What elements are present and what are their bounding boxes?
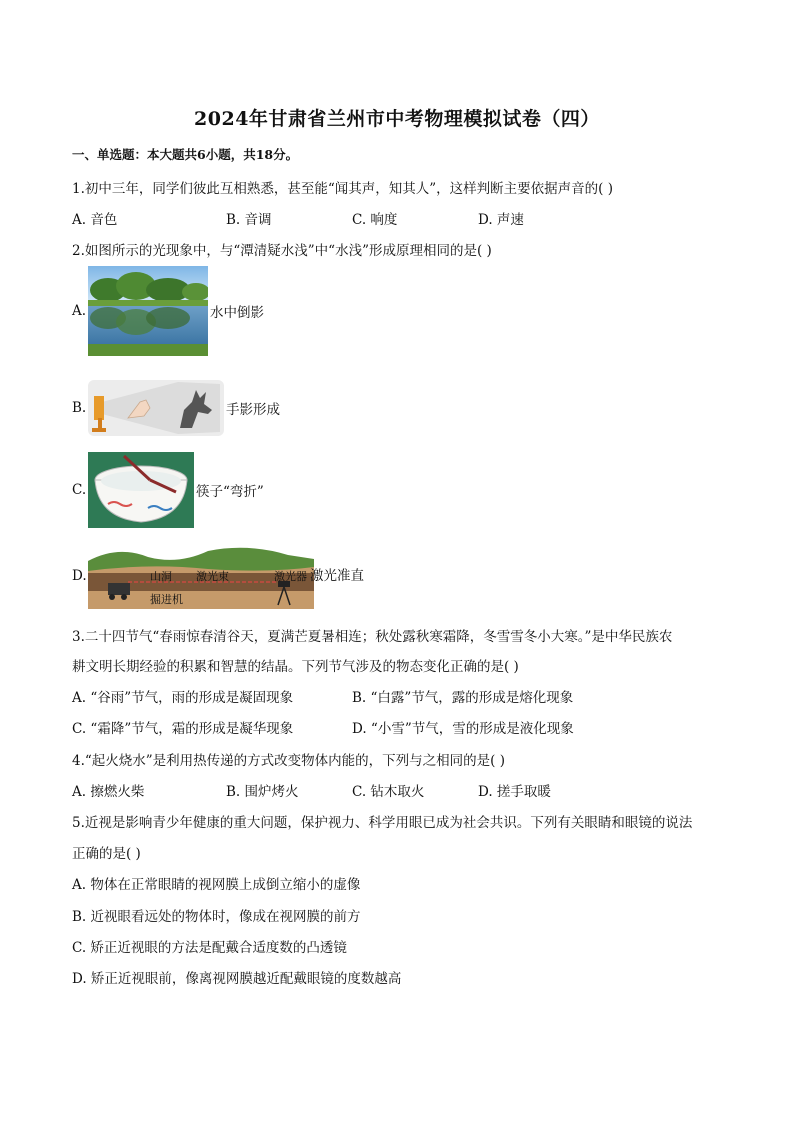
section-heading: 一、单选题：本大题共6小题，共18分。: [72, 147, 299, 162]
option-letter: C.: [72, 482, 87, 498]
question-3-option-d: D. “小雪”节气，雪的形成是液化现象: [352, 721, 574, 737]
option-caption: 手影形成: [226, 402, 280, 418]
question-3-stem-line-2: 耕文明长期经验的积累和智慧的结晶。下列节气涉及的物态变化正确的是( ): [72, 659, 519, 675]
question-2-option-d: [72, 543, 364, 609]
option-letter: D.: [72, 568, 87, 584]
question-4-option-d: D. 搓手取暖: [478, 784, 551, 800]
page-title: 2024年甘肃省兰州市中考物理模拟试卷（四）: [194, 108, 600, 130]
question-5-option-d: D. 矫正近视眼前，像离视网膜越近配戴眼镜的度数越高: [72, 971, 402, 987]
option-caption: 激光准直: [310, 568, 364, 584]
question-1-option-c: C. 响度: [352, 212, 398, 228]
reflection-photo-icon: [88, 266, 208, 356]
question-4-option-a: A. 擦燃火柴: [72, 784, 145, 800]
question-3-option-a: A. “谷雨”节气，雨的形成是凝固现象: [72, 690, 294, 706]
question-1-option-a: A. 音色: [72, 212, 118, 228]
option-letter: A.: [72, 303, 87, 319]
question-3-option-b: B. “白露”节气，露的形成是熔化现象: [352, 690, 574, 706]
question-5-option-a: A. 物体在正常眼睛的视网膜上成倒立缩小的虚像: [72, 877, 361, 893]
option-letter: B.: [72, 400, 87, 416]
question-4-option-c: C. 钻木取火: [352, 784, 425, 800]
hand-shadow-photo-icon: [88, 380, 224, 436]
question-4-option-b: B. 围炉烤火: [226, 784, 299, 800]
question-1-option-d: D. 声速: [478, 212, 524, 228]
question-5-option-c: C. 矫正近视眼的方法是配戴合适度数的凸透镜: [72, 940, 347, 956]
question-4-stem: 4.“起火烧水”是利用热传递的方式改变物体内能的，下列与之相同的是( ): [72, 753, 506, 769]
question-3-option-c: C. “霜降”节气，霜的形成是凝华现象: [72, 721, 294, 737]
question-2-option-a: [72, 266, 264, 356]
question-5-stem-line-1: 5.近视是影响青少年健康的重大问题，保护视力、科学用眼已成为社会共识。下列有关眼睛和眼镜的说法: [72, 815, 693, 831]
question-1-option-b: B. 音调: [226, 212, 272, 228]
question-2-option-b: [72, 380, 280, 436]
machine-label: 掘进机: [150, 593, 183, 606]
option-caption: 筷子“弯折”: [196, 484, 264, 500]
question-3-stem-line-1: 3.二十四节气“春雨惊春清谷天，夏满芒夏暑相连；秋处露秋寒霜降，冬雪雪冬小大寒。”是中华民族农: [72, 629, 673, 645]
laser-label: 激光器: [274, 570, 307, 583]
question-5-option-b: B. 近视眼看远处的物体时，像成在视网膜的前方: [72, 909, 361, 925]
question-5-stem-line-2: 正确的是( ): [72, 846, 141, 862]
chopstick-bowl-photo-icon: [88, 452, 194, 528]
tunnel-laser-diagram-icon: [88, 543, 314, 609]
question-2-option-c: [72, 452, 264, 528]
question-2-stem: 2.如图所示的光现象中，与“潭清疑水浅”中“水浅”形成原理相同的是( ): [72, 243, 492, 259]
beam-label: 激光束: [196, 570, 229, 583]
option-caption: 水中倒影: [210, 305, 264, 321]
tunnel-label: 山洞: [150, 570, 172, 583]
question-1-stem: 1.初中三年，同学们彼此互相熟悉，甚至能“闻其声，知其人”，这样判断主要依据声音的( ): [72, 181, 614, 197]
